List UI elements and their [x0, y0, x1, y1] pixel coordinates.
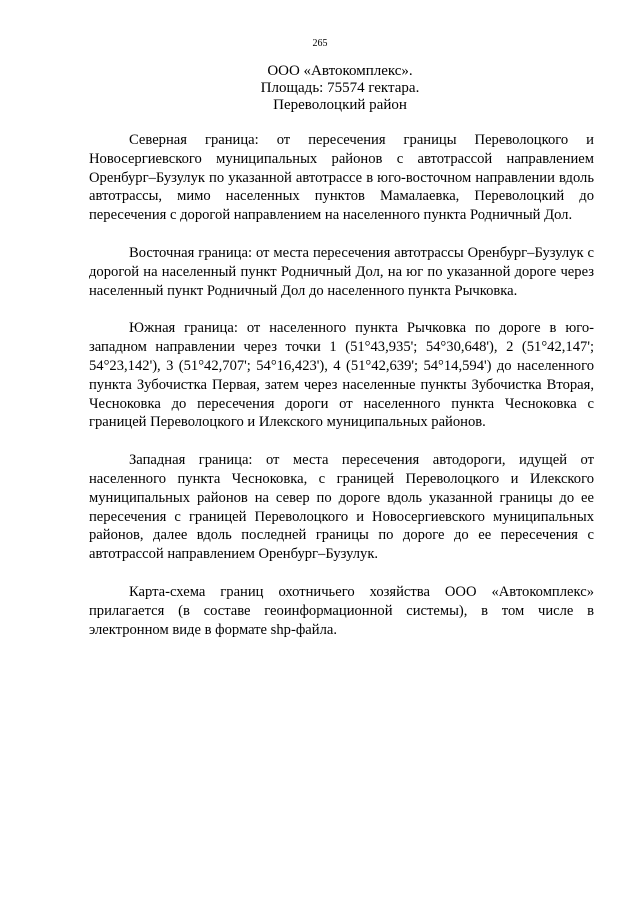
document-body	[89, 131, 594, 658]
page-number: 265	[312, 38, 328, 49]
map-scheme-paragraph: Карта-схема границ охотничьего хозяйства ООО «Автокомплекс» прилагается (в составе геоинформационной системы), в том числе в электронном виде в формате shp-файла.	[89, 583, 594, 638]
eastern-boundary-paragraph: Восточная граница: от места пересечения автотрассы Оренбург–Бузулук с дорогой на населенный пункт Родничный Дол, на юг по указанной дороге через населенный пункт Родничный Дол до населенного пункта Рычковка.	[89, 244, 594, 299]
district-name: Переволоцкий район	[273, 97, 407, 113]
document-header	[80, 63, 600, 114]
organization-name: ООО «Автокомплекс».	[267, 63, 413, 79]
western-boundary-paragraph: Западная граница: от места пересечения автодороги, идущей от населенного пункта Чесноковка, с границей Переволоцкого и Илекского муниципальных районов на север по дороге вдоль указанной границы до ее пересечения с границей Переволоцкого и Новосергиевского муниципальных районов, далее вдоль последней границы по дороге до ее пересечения с автотрассой направлением Оренбург–Бузулук.	[89, 452, 594, 563]
area-line: Площадь: 75574 гектара.	[260, 80, 420, 96]
northern-boundary-paragraph: Северная граница: от пересечения границы Переволоцкого и Новосергиевского муниципальных районов с автотрассой направлением Оренбург–Бузулук по указанной автотрассе в юго-восточном направлении вдоль автотрассы, мимо населенных пунктов Мамалаевка, Переволоцкий до пересечения с дорогой направлением на населенного пункта Родничный Дол.	[89, 132, 594, 224]
southern-boundary-paragraph: Южная граница: от населенного пункта Рычковка по дороге в юго-западном направлении через точки 1 (51°43,935'; 54°30,648'), 2 (51°42,147'; 54°23,142'), 3 (51°42,707'; 54°16,423'), 4 (51°42,639'; 54°14,594') до населенного пункта Зубочистка Первая, затем через населенные пункты Зубочистка Вторая, Чесноковка до пересечения дороги от населенного пункта Чесноковка с границей Переволоцкого и Илекского муниципальных районов.	[89, 320, 594, 431]
